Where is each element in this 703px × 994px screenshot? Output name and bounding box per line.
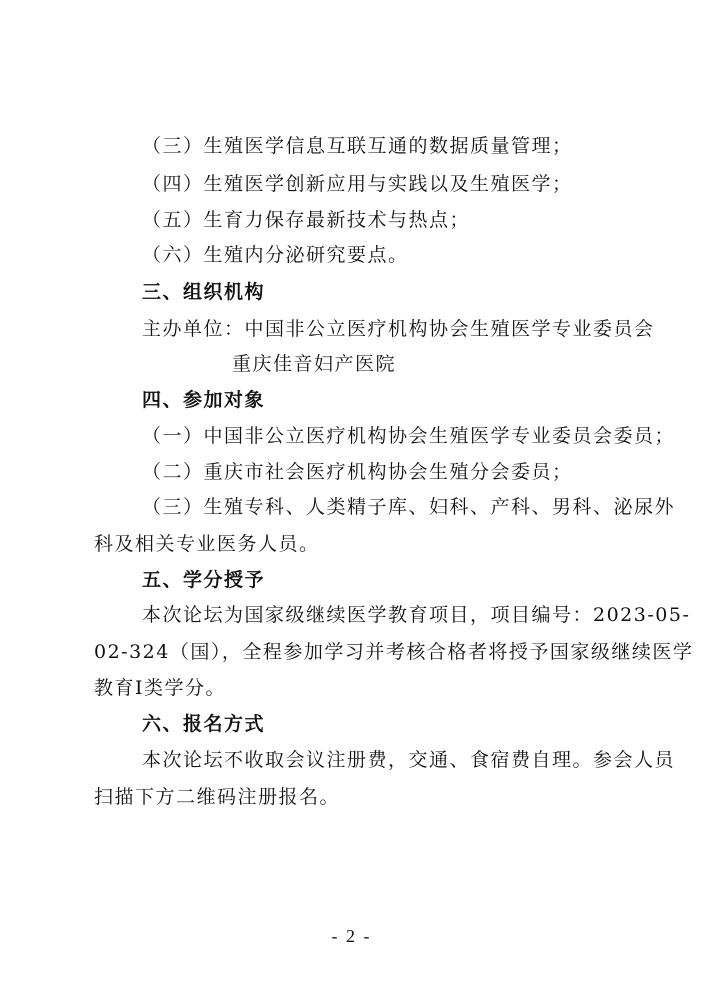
section-heading-organization: 三、组织机构 [142,281,266,303]
host-organizer-line2: 重庆佳音妇产医院 [232,353,397,375]
registration-line2: 扫描下方二维码注册报名。 [94,786,341,808]
topic-item-5: （五）生育力保存最新技术与热点； [142,209,471,231]
topic-item-6: （六）生殖内分泌研究要点。 [142,244,409,266]
section-heading-registration: 六、报名方式 [142,713,266,735]
section-heading-credits: 五、学分授予 [142,569,266,591]
registration-line1: 本次论坛不收取会议注册费，交通、食宿费自理。参会人员 [142,749,676,771]
topic-item-3: （三）生殖医学信息互联互通的数据质量管理； [142,135,573,157]
participant-item-3-cont: 科及相关专业医务人员。 [94,533,320,555]
topic-item-4: （四）生殖医学创新应用与实践以及生殖医学； [142,173,573,195]
credits-line2: 02-324（国），全程参加学习并考核合格者将授予国家级继续医学 [94,641,694,663]
participant-item-3: （三）生殖专科、人类精子库、妇科、产科、男科、泌尿外 [142,496,676,518]
host-organizer-line1: 主办单位：中国非公立医疗机构协会生殖医学专业委员会 [142,318,655,340]
participant-item-1: （一）中国非公立医疗机构协会生殖医学专业委员会委员； [142,425,676,447]
credits-line3: 教育Ⅰ类学分。 [94,677,227,699]
section-heading-participants: 四、参加对象 [142,389,266,411]
page-number: - 2 - [331,926,372,946]
participant-item-2: （二）重庆市社会医疗机构协会生殖分会委员； [142,461,573,483]
credits-line1: 本次论坛为国家级继续医学教育项目，项目编号：2023-05- [142,604,691,626]
